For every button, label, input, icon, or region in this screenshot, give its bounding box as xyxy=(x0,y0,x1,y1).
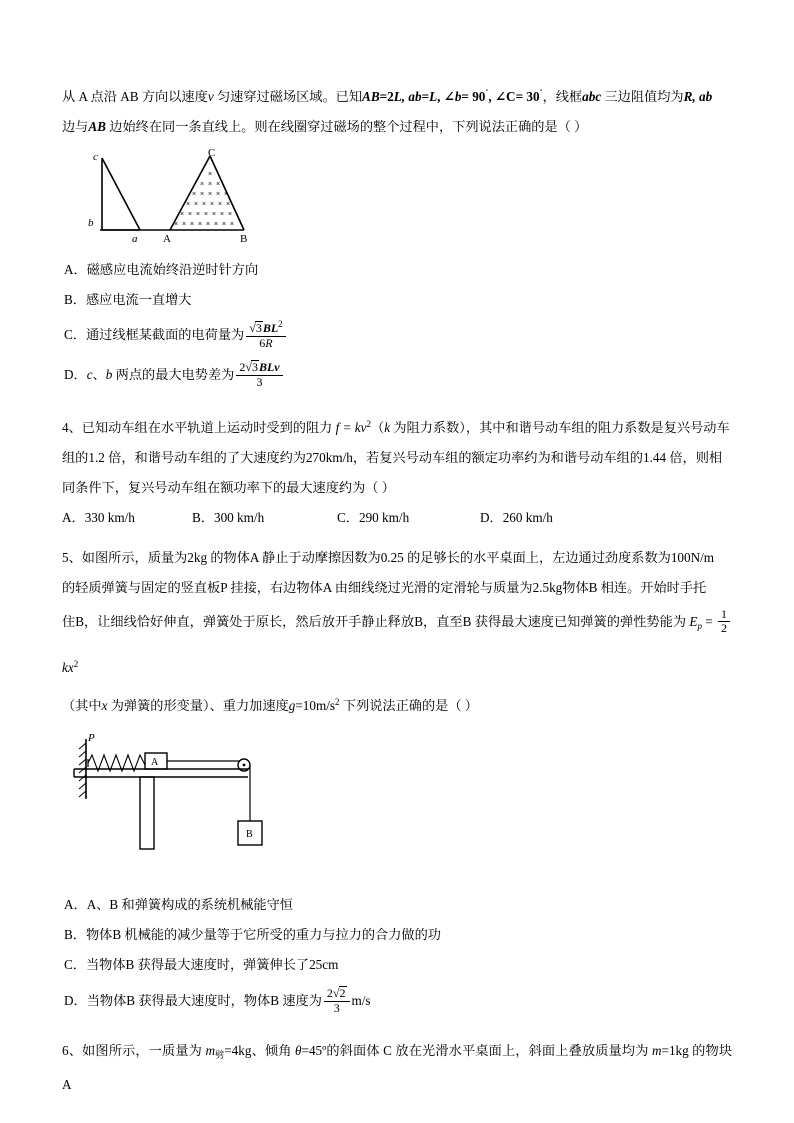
svg-text:×: × xyxy=(197,221,203,228)
question-4 xyxy=(62,409,732,533)
q3-option-d: D．c、b 两点的最大电势差为 $\frac{\text{2√3BLv}}{3}$ xyxy=(62,355,732,395)
q3-option-c: C．通过线框某截面的电荷量为 $\frac{√3BL^2}{6R}$ xyxy=(62,315,732,355)
svg-text:×: × xyxy=(227,211,233,218)
svg-text:×: × xyxy=(205,221,211,228)
q4-answer-a: A．330 km/h xyxy=(62,510,135,525)
q3-option-b: B．感应电流一直增大 xyxy=(64,292,192,307)
question-3-continuation xyxy=(62,78,732,142)
svg-text:×: × xyxy=(185,201,191,208)
svg-text:×: × xyxy=(201,201,207,208)
figure-magnetic-field-triangle xyxy=(62,148,732,253)
svg-text:×: × xyxy=(199,191,205,198)
svg-text:×: × xyxy=(179,211,185,218)
q3-option-a: A．磁感应电流始终沿逆时针方向 xyxy=(64,262,259,277)
q4-answer-d: D．260 km/h xyxy=(480,510,553,525)
question-6 xyxy=(62,1036,732,1100)
q4-answers xyxy=(62,503,732,533)
svg-text:×: × xyxy=(195,211,201,218)
q4-line-2: 组的1.2 倍，和谐号动车组的了大速度约为270km/h，若复兴号动车组的额定功率约为和谐号动车组的1.44 倍，则相 xyxy=(62,450,723,465)
svg-text:×: × xyxy=(221,221,227,228)
svg-text:A: A xyxy=(163,233,171,245)
svg-text:×: × xyxy=(211,211,217,218)
q5-option-b: B．物体B 机械能的减少量等于它所受的重力与拉力的合力做的功 xyxy=(64,927,441,942)
svg-text:×: × xyxy=(173,221,179,228)
svg-text:c: c xyxy=(93,151,98,163)
svg-text:×: × xyxy=(189,221,195,228)
q5-option-d: D．当物体B 获得最大速度时，物体B 速度为 $\frac{2√2}{3}$ m/s xyxy=(64,986,371,1015)
svg-text:×: × xyxy=(215,191,221,198)
svg-text:C: C xyxy=(208,148,216,159)
question-5 xyxy=(62,543,732,721)
svg-text:×: × xyxy=(223,191,229,198)
svg-text:×: × xyxy=(207,191,213,198)
q6-line-1: 6、如图所示，一质量为 $m_劈=4kg$、倾角 θ=45º的斜面体 C 放在光滑水平桌面上，斜面上叠放质量均为 m=1kg 的物块A xyxy=(62,1043,733,1092)
svg-text:×: × xyxy=(213,221,219,228)
svg-text:×: × xyxy=(217,201,223,208)
q5-line-2: 的轻质弹簧与固定的竖直板P 挂接，右边物体A 由细线绕过光滑的定滑轮与质量为2.5kg物体B 相连。开始时手托 xyxy=(62,580,707,595)
svg-text:×: × xyxy=(181,221,187,228)
svg-text:×: × xyxy=(215,181,221,188)
svg-text:×: × xyxy=(225,201,231,208)
svg-text:a: a xyxy=(132,233,138,245)
svg-text:×: × xyxy=(219,211,225,218)
svg-text:×: × xyxy=(203,211,209,218)
svg-text:×: × xyxy=(207,171,213,178)
svg-text:b: b xyxy=(88,217,94,229)
svg-text:×: × xyxy=(187,211,193,218)
q3-line-1: 从 A 点沿 AB 方向以速度v 匀速穿过磁场区域。已知AB=2L, ab=L, ∠b= 90˚, ∠C= 30˚，线框abc 三边阻值均为R, ab xyxy=(62,88,713,104)
q5-option-c: C．当物体B 获得最大速度时，弹簧伸长了25cm xyxy=(64,957,339,972)
q4-line-3: 同条件下，复兴号动车组在额功率下的最大速度约为（ ） xyxy=(62,480,395,495)
svg-text:P: P xyxy=(88,732,95,744)
svg-text:×: × xyxy=(193,201,199,208)
svg-text:×: × xyxy=(209,201,215,208)
figure-spring-pulley-block xyxy=(62,729,732,884)
svg-text:B: B xyxy=(240,233,248,245)
question-3-options xyxy=(62,255,732,395)
svg-text:×: × xyxy=(191,191,197,198)
q5-line-3: 住B，让细线恰好伸直，弹簧处于原长，然后放开手静止释放B，直至B 获得最大速度已知弹簧的弹性势能为 $E_p$ = $\frac{1}{2}$ $kx^2$ xyxy=(62,603,732,687)
svg-text:A: A xyxy=(151,757,159,768)
svg-text:×: × xyxy=(229,221,235,228)
q5-option-a: A．A、B 和弹簧构成的系统机械能守恒 xyxy=(64,897,293,912)
svg-text:×: × xyxy=(207,181,213,188)
svg-text:B: B xyxy=(246,829,253,840)
q5-line-1: 5、如图所示，质量为2kg 的物体A 静止于动摩擦因数为0.25 的足够长的水平桌面上，左边通过劲度系数为100N/m xyxy=(62,550,715,565)
q5-line-4: （其中x 为弹簧的形变量）、重力加速度$g=10m/s^2$ 下列说法正确的是（ ） xyxy=(62,697,478,713)
q4-line-1: 4、已知动车组在水平轨道上运动时受到的阻力 $f = kv^2(k$ 为阻力系数），其中和谐号动车组的阻力系数是复兴号动车 xyxy=(62,419,730,435)
q3-line-2: 边与AB 边始终在同一条直线上。则在线圈穿过磁场的整个过程中，下列说法正确的是（ ） xyxy=(62,119,588,134)
q4-answer-b: B．300 km/h xyxy=(192,510,265,525)
svg-text:×: × xyxy=(199,181,205,188)
q4-answer-c: C．290 km/h xyxy=(337,510,410,525)
question-5-options xyxy=(62,890,732,1022)
